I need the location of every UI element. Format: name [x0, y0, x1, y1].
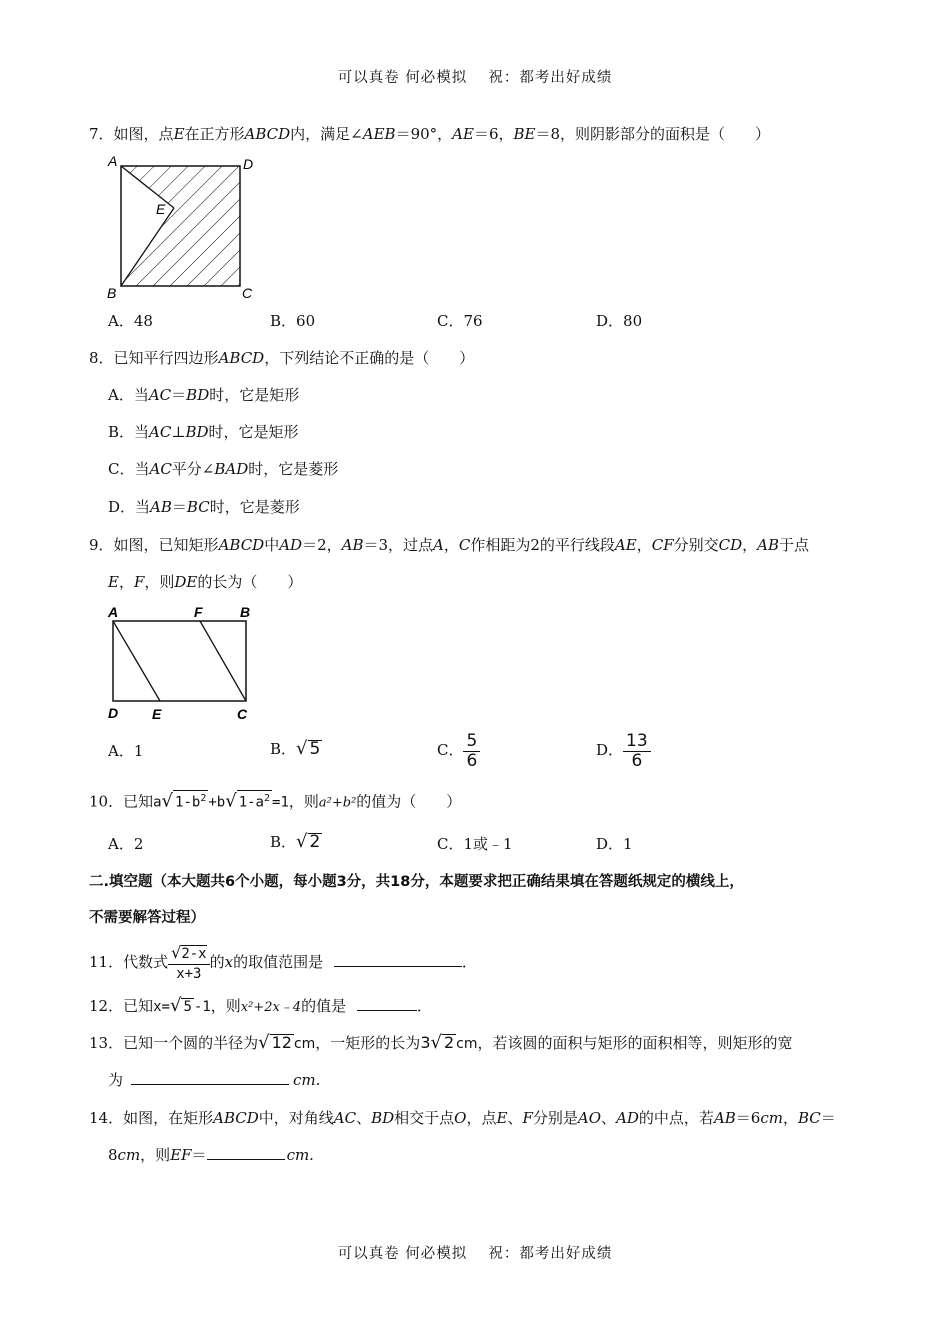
- question-number: 8．: [89, 349, 114, 367]
- radicand: 5: [309, 739, 321, 759]
- var: AC: [149, 460, 172, 478]
- var: ABCD: [218, 536, 265, 554]
- text: ，下列结论不正确的是（ ）: [264, 349, 475, 367]
- question-number: 12．: [89, 997, 124, 1015]
- sqrt-icon: √: [296, 831, 308, 852]
- text: B．: [270, 740, 297, 758]
- var: AB: [150, 498, 172, 516]
- var: BD: [185, 423, 209, 441]
- text: 的: [209, 953, 225, 971]
- var: E: [173, 125, 185, 143]
- var: AE: [452, 125, 474, 143]
- text: 时，它是菱形: [209, 498, 300, 516]
- numerator: 5: [463, 732, 480, 752]
- text: ，则: [140, 1146, 171, 1164]
- sqrt-icon: √: [225, 790, 237, 812]
- var: F: [133, 573, 145, 591]
- var: AEB: [362, 125, 396, 143]
- var: C: [458, 536, 471, 554]
- label-D: D: [243, 156, 254, 172]
- question-12: [89, 996, 432, 1018]
- q8-option-b[interactable]: [108, 422, 299, 442]
- var: A: [433, 536, 444, 554]
- text: 、: [507, 1109, 523, 1127]
- text: D．当: [108, 498, 151, 516]
- var: ABCD: [218, 349, 265, 367]
- question-10-stem: [89, 790, 461, 814]
- var: DE: [174, 573, 198, 591]
- text: 已知平行四边形: [113, 349, 219, 367]
- text: 8: [108, 1146, 118, 1164]
- text: -1: [193, 999, 211, 1015]
- q7-option-b[interactable]: B．60: [270, 312, 316, 330]
- q9-rectangle-figure: [100, 600, 260, 725]
- text: 代数式: [123, 953, 169, 971]
- radicand: 2: [443, 1033, 455, 1052]
- label-E: E: [152, 706, 162, 722]
- text: ⊥: [171, 423, 186, 441]
- question-13-line2: [108, 1070, 320, 1090]
- text: ＝: [171, 386, 187, 404]
- var: AD: [616, 1109, 639, 1127]
- q9-option-c[interactable]: [437, 730, 480, 771]
- q7-option-d[interactable]: D．80: [596, 312, 643, 330]
- text: 的值为（ ）: [356, 792, 462, 811]
- text: =1: [272, 794, 289, 811]
- text: ．: [416, 997, 432, 1015]
- var: O: [454, 1109, 467, 1127]
- text: 的长为（ ）: [197, 573, 303, 591]
- question-7-stem: [89, 124, 770, 144]
- text: 相交于点: [394, 1109, 455, 1127]
- label-A: A: [108, 153, 118, 169]
- unit: cm: [117, 1146, 141, 1164]
- numerator: 13: [623, 732, 651, 752]
- text: 分别是: [532, 1109, 578, 1127]
- q10-option-d[interactable]: D．1: [596, 835, 633, 853]
- text: 平分∠: [171, 460, 215, 478]
- text: ＝3，过点: [363, 536, 434, 554]
- text: 时，它是菱形: [248, 460, 339, 478]
- expression: a²+b²: [318, 795, 357, 811]
- text: x=: [153, 999, 170, 1015]
- question-13-line1: [89, 1033, 793, 1054]
- var: ABCD: [244, 125, 291, 143]
- q9-option-b[interactable]: [270, 739, 322, 759]
- sqrt-icon: √: [258, 1032, 270, 1053]
- radicand: 2: [309, 832, 321, 852]
- var: BD: [186, 386, 210, 404]
- question-8-stem: [89, 348, 474, 368]
- text: 于点: [779, 536, 810, 554]
- sqrt-icon: √: [161, 790, 174, 812]
- question-9-stem-line1: [89, 535, 809, 555]
- unit: cm.: [293, 1071, 321, 1089]
- radicand: 12: [271, 1033, 292, 1052]
- var: BE: [513, 125, 536, 143]
- question-number: 11．: [89, 953, 124, 971]
- text: ，: [742, 536, 758, 554]
- label-C: C: [242, 285, 253, 301]
- sqrt-icon: √: [169, 995, 182, 1016]
- question-number: 14．: [89, 1109, 124, 1127]
- text: ，若该圆的面积与矩形的面积相等，则矩形的宽: [477, 1034, 793, 1052]
- text: 1-b: [175, 794, 201, 811]
- text: ，: [636, 536, 652, 554]
- sqrt-icon: √: [171, 942, 182, 962]
- label-B: B: [107, 285, 117, 301]
- answer-blank[interactable]: [207, 1145, 285, 1160]
- text: 的中点，若: [638, 1109, 714, 1127]
- fraction: [463, 732, 480, 771]
- question-9-stem-line2: [108, 572, 302, 592]
- segment-AE: [113, 621, 160, 701]
- page-header: 可以真卷 何必模拟 祝：都考出好成绩: [337, 70, 613, 86]
- text: ＝6，: [473, 125, 514, 143]
- text: 1-a: [238, 794, 264, 811]
- q8-option-c[interactable]: [108, 459, 338, 479]
- q7-option-c[interactable]: C．76: [437, 312, 483, 330]
- question-number: 13．: [89, 1034, 124, 1052]
- page-footer: 可以真卷 何必模拟 祝：都考出好成绩: [337, 1246, 613, 1262]
- var: AO: [577, 1109, 602, 1127]
- text: ，则: [210, 997, 241, 1015]
- q9-option-a[interactable]: A．1: [108, 742, 144, 760]
- var: AB: [341, 536, 364, 554]
- text: 的值是: [301, 997, 347, 1015]
- answer-blank[interactable]: [334, 952, 462, 967]
- var: EF: [170, 1146, 192, 1164]
- var: F: [522, 1109, 533, 1127]
- answer-blank[interactable]: [131, 1070, 289, 1085]
- text: 作相距为2的平行线段: [470, 536, 615, 554]
- answer-blank[interactable]: [357, 996, 417, 1011]
- section-2-heading-line2: 不需要解答过程）: [89, 910, 205, 926]
- var: AB: [757, 536, 780, 554]
- exponent: 2: [264, 793, 271, 804]
- text: 已知: [123, 792, 154, 811]
- text: D．: [596, 741, 624, 759]
- text: A．当: [108, 386, 149, 404]
- text: C．当: [108, 460, 150, 478]
- var: a: [153, 794, 162, 811]
- var: CD: [718, 536, 743, 554]
- section-2-heading: 二.填空题（本大题共6个小题，每小题3分，共18分，本题要求把正确结果填在答题纸规定的横线上，: [89, 874, 744, 890]
- q9-option-d[interactable]: [596, 730, 651, 771]
- text: 如图，点: [113, 125, 174, 143]
- text: C．: [437, 741, 464, 759]
- q10-option-a[interactable]: A．2: [108, 835, 144, 853]
- unit: cm: [293, 1036, 316, 1052]
- text: 在正方形: [184, 125, 245, 143]
- text: 已知一个圆的半径为: [123, 1034, 259, 1052]
- text: 内，满足∠: [290, 125, 363, 143]
- var: AB: [713, 1109, 736, 1127]
- text: ，点: [466, 1109, 497, 1127]
- var: AE: [614, 536, 637, 554]
- question-11: [89, 942, 477, 984]
- var: E: [108, 573, 119, 591]
- var: ABCD: [213, 1109, 259, 1127]
- text: 如图，在矩形: [123, 1109, 214, 1127]
- text: 为: [108, 1071, 124, 1089]
- shaded-region: [121, 166, 240, 286]
- text: ＝90°，: [395, 125, 453, 143]
- text: 如图，已知矩形: [113, 536, 219, 554]
- text: 时，它是矩形: [208, 423, 299, 441]
- q8-option-d[interactable]: [108, 497, 300, 517]
- var: BAD: [214, 460, 249, 478]
- fraction: [168, 943, 210, 984]
- coefficient: 3: [420, 1033, 431, 1052]
- q10-option-c[interactable]: C．1或﹣1: [437, 835, 513, 853]
- text: 分别交: [673, 536, 719, 554]
- question-number: 9．: [89, 536, 114, 554]
- text: B．当: [108, 423, 150, 441]
- denominator: x+3: [176, 965, 202, 982]
- text: ，则: [288, 792, 319, 811]
- label-A: A: [108, 604, 119, 620]
- var: CF: [651, 536, 674, 554]
- sqrt-icon: √: [430, 1032, 442, 1053]
- expression: x²+2x﹣4: [240, 1000, 302, 1015]
- var: AC: [149, 423, 172, 441]
- text: ．: [461, 953, 477, 971]
- text: 的取值范围是: [233, 953, 324, 971]
- q10-option-b[interactable]: [270, 832, 322, 852]
- label-C: C: [237, 706, 248, 722]
- q7-square-figure: [100, 152, 270, 304]
- text: 时，它是矩形: [209, 386, 300, 404]
- text: 已知: [123, 997, 154, 1015]
- text: ＝8，则阴影部分的面积是（ ）: [535, 125, 771, 143]
- q7-option-a[interactable]: A．48: [108, 312, 153, 330]
- text: ，则: [144, 573, 175, 591]
- text: ＝: [820, 1109, 836, 1127]
- label-E: E: [156, 201, 166, 217]
- text: B．: [270, 833, 297, 851]
- text: +b: [208, 794, 226, 811]
- text: 、: [356, 1109, 372, 1127]
- text: 、: [601, 1109, 617, 1127]
- denominator: 6: [466, 750, 478, 771]
- question-number: 7．: [89, 125, 114, 143]
- text: ，: [443, 536, 459, 554]
- radicand: [173, 790, 208, 811]
- radicand: 5: [183, 999, 192, 1015]
- denominator: 6: [631, 750, 643, 771]
- unit: cm: [760, 1109, 783, 1127]
- var: AC: [333, 1109, 357, 1127]
- fraction: [623, 732, 651, 771]
- segment-CF: [200, 621, 246, 701]
- var: BC: [186, 498, 210, 516]
- var: AD: [279, 536, 303, 554]
- text: ，一矩形的长为: [315, 1034, 421, 1052]
- text: 中，对角线: [258, 1109, 334, 1127]
- numerator: [168, 943, 210, 965]
- label-D: D: [108, 705, 119, 721]
- var: AC: [148, 386, 172, 404]
- question-14-line1: [89, 1108, 836, 1128]
- text: ，: [782, 1109, 798, 1127]
- text: ＝: [191, 1146, 207, 1164]
- var: BC: [797, 1109, 821, 1127]
- radicand: [237, 790, 272, 811]
- label-B: B: [240, 604, 251, 620]
- radicand: 2-x: [181, 945, 207, 962]
- sqrt-icon: √: [296, 738, 308, 759]
- question-number: 10．: [89, 792, 124, 811]
- rectangle: [113, 621, 246, 701]
- unit: cm: [456, 1036, 478, 1052]
- label-F: F: [194, 604, 203, 620]
- unit: cm.: [286, 1146, 314, 1164]
- text: ＝2，: [302, 536, 342, 554]
- var: x: [224, 953, 234, 971]
- var: BD: [371, 1109, 395, 1127]
- exponent: 2: [200, 793, 207, 804]
- text: ＝6: [735, 1109, 761, 1127]
- text: ，: [118, 573, 134, 591]
- text: ＝: [171, 498, 187, 516]
- text: 中: [264, 536, 280, 554]
- var: E: [496, 1109, 508, 1127]
- question-14-line2: [108, 1145, 314, 1165]
- q8-option-a[interactable]: [108, 385, 299, 405]
